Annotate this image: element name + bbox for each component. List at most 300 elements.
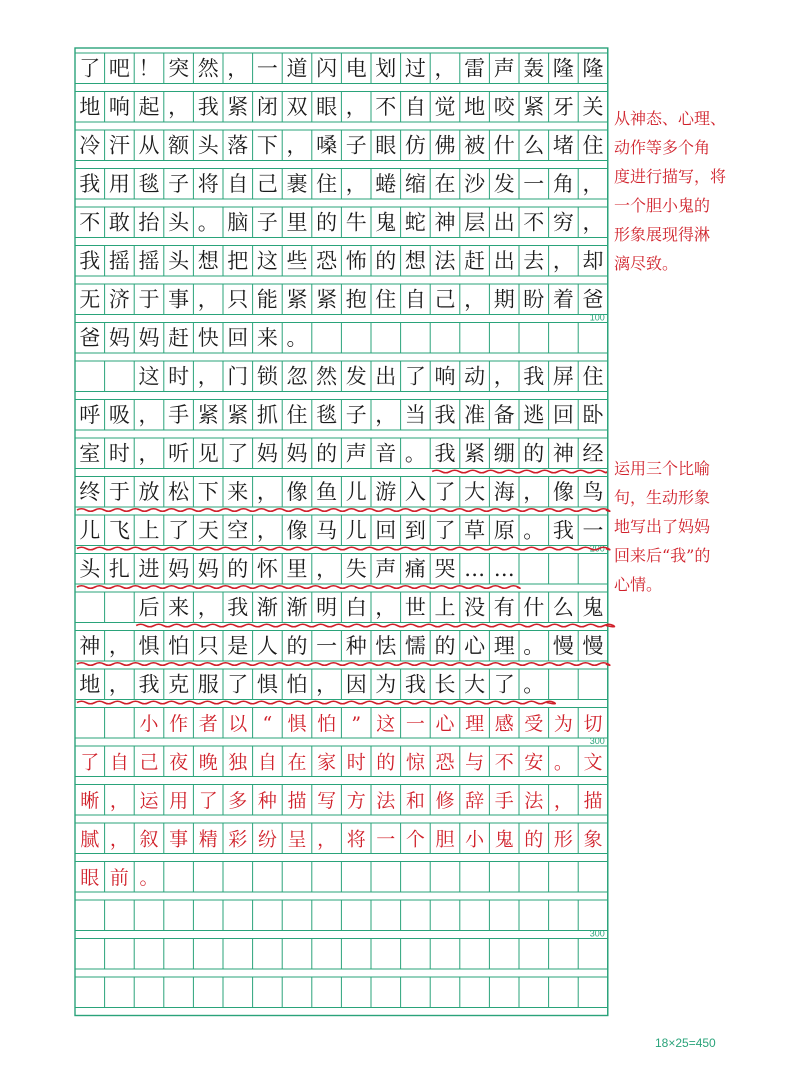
grid-char: ， [108, 672, 130, 697]
grid-char: ， [552, 248, 574, 273]
grid-char: 绷 [493, 441, 515, 466]
grid-char: 子 [168, 171, 190, 196]
grid-char: 的 [434, 633, 456, 658]
grid-char: 人 [256, 633, 278, 658]
grid-char: 自 [257, 751, 277, 774]
grid-char: 隆 [552, 56, 574, 81]
grid-char: 门 [227, 364, 249, 389]
grid-char: 济 [108, 287, 130, 312]
grid-char: 想 [197, 248, 219, 273]
grid-char: ， [523, 479, 545, 504]
grid-char: 只 [227, 287, 249, 312]
grid-char: 了 [434, 479, 456, 504]
grid-char: 眼 [80, 866, 100, 889]
grid-char: 发 [345, 364, 367, 389]
grid-char: 落 [227, 133, 249, 158]
grid-char: 不 [494, 751, 514, 774]
grid-char: 妈 [108, 325, 130, 350]
grid-char: 纷 [257, 828, 277, 851]
grid-char: ” [351, 712, 362, 735]
grid-char: 牛 [345, 210, 367, 235]
grid-char: ， [375, 595, 397, 620]
grid-char: 时 [168, 364, 190, 389]
grid-char: 摇 [108, 248, 130, 273]
grid-char: 毯 [138, 171, 160, 196]
grid-char: “ [262, 712, 273, 735]
grid-char: 文 [583, 751, 603, 774]
grid-char: 海 [493, 479, 515, 504]
grid-char: 突 [168, 56, 190, 81]
grid-char: 室 [79, 441, 101, 466]
side-comment-line: 地写出了妈妈 [614, 517, 711, 536]
grid-char: 哭 [434, 556, 456, 581]
grid-char: 。 [197, 210, 219, 235]
grid-char: 的 [227, 556, 249, 581]
grid-char: 像 [286, 518, 308, 543]
grid-char: 事 [169, 828, 189, 851]
grid-char: ， [227, 56, 249, 81]
grid-char: 出 [375, 364, 397, 389]
grid-char: 毯 [316, 402, 338, 427]
grid-char: 怕 [317, 712, 337, 735]
grid-char: ， [256, 518, 278, 543]
grid-char: 响 [108, 94, 130, 119]
grid-char: 己 [139, 751, 159, 774]
grid-char: ， [109, 828, 129, 851]
grid-char: 鸟 [582, 479, 604, 504]
grid-char: 切 [583, 712, 603, 735]
grid-char: 白 [345, 595, 367, 620]
grid-char: ， [345, 171, 367, 196]
grid-char: 手 [494, 789, 514, 812]
grid-char: 音 [375, 441, 397, 466]
grid-char: 己 [434, 287, 456, 312]
grid-char: 觉 [434, 94, 456, 119]
red-underline [77, 509, 610, 512]
grid-char: 鬼 [375, 210, 397, 235]
grid-char: 只 [197, 633, 219, 658]
grid-char: 雷 [464, 56, 486, 81]
grid-char: 惊 [405, 751, 425, 774]
grid-char: 怕 [168, 633, 190, 658]
grid-char: 来 [256, 325, 278, 350]
grid-char: 己 [256, 171, 278, 196]
grid-char: 动 [464, 364, 486, 389]
grid-char: 发 [493, 171, 515, 196]
grid-char: 佛 [434, 133, 456, 158]
grid-char: 把 [227, 248, 249, 273]
grid-char: 冷 [79, 133, 101, 158]
grid-char: 我 [434, 402, 456, 427]
side-comment-line: 动作等多个角 [614, 138, 711, 157]
grid-char: 妈 [256, 441, 278, 466]
grid-char: 自 [404, 287, 426, 312]
grid-char: 从 [138, 133, 160, 158]
grid-char: 盼 [523, 287, 545, 312]
grid-char: 没 [464, 595, 486, 620]
grid-char: 运 [139, 789, 159, 812]
grid-char: 划 [375, 56, 397, 81]
grid-char: 蜷 [375, 171, 397, 196]
grid-char: 抬 [138, 210, 160, 235]
grid-char: ， [493, 364, 515, 389]
grid-char: 以 [228, 712, 248, 735]
grid-char: 层 [464, 210, 486, 235]
grid-char: 声 [345, 441, 367, 466]
grid-char: 晰 [80, 789, 100, 812]
grid-char: 妈 [138, 325, 160, 350]
grid-char: 和 [405, 789, 425, 812]
side-comment-line: 心情。 [614, 575, 663, 594]
grid-char: 怕 [286, 672, 308, 697]
grid-count-footer: 18×25=450 [655, 1036, 716, 1050]
grid-char: 出 [493, 248, 515, 273]
grid-char: 屏 [552, 364, 574, 389]
grid-char: 鬼 [494, 828, 514, 851]
grid-char: 赶 [464, 248, 486, 273]
side-comment-line: 从神态、心理、 [614, 109, 727, 128]
grid-count-mark: 300 [589, 736, 605, 746]
grid-char: 渐 [286, 595, 308, 620]
grid-char: ， [582, 210, 604, 235]
grid-char: 紧 [316, 287, 338, 312]
grid-char: 不 [523, 210, 545, 235]
grid-char: 。 [523, 518, 545, 543]
grid-char: ， [375, 402, 397, 427]
grid-char: 形 [553, 828, 573, 851]
grid-char: 时 [108, 441, 130, 466]
grid-char: 用 [108, 171, 130, 196]
grid-char: ， [138, 441, 160, 466]
grid-char: 辞 [465, 789, 485, 812]
grid-char: 住 [375, 287, 397, 312]
grid-char: 怯 [375, 633, 397, 658]
grid-char: 慢 [552, 633, 574, 658]
grid-char: 我 [227, 595, 249, 620]
grid-char: 沙 [464, 171, 486, 196]
grid-char: ， [168, 94, 190, 119]
grid-char: 穷 [552, 210, 574, 235]
grid-char: 大 [464, 479, 486, 504]
grid-char: 原 [493, 518, 515, 543]
grid-char: ， [286, 133, 308, 158]
grid-char: 子 [345, 133, 367, 158]
grid-char: 妈 [197, 556, 219, 581]
grid-char: 一 [256, 56, 278, 81]
grid-char: 法 [524, 789, 544, 812]
grid-char: 些 [286, 248, 308, 273]
grid-char: 去 [523, 248, 545, 273]
side-comment-line: 形象展现得淋 [614, 225, 711, 244]
grid-char: 见 [197, 441, 219, 466]
grid-char: 方 [346, 789, 366, 812]
side-comment-line: 漓尽致。 [614, 254, 679, 273]
grid-char: 懦 [404, 633, 426, 658]
grid-char: 。 [286, 325, 308, 350]
grid-char: 蛇 [404, 210, 426, 235]
grid-char: 下 [197, 479, 219, 504]
grid-char: 过 [404, 56, 426, 81]
grid-char: 然 [197, 56, 219, 81]
grid-char: ， [256, 479, 278, 504]
grid-char: 恐 [316, 248, 338, 273]
grid-char: 声 [493, 56, 515, 81]
grid-char: 。 [523, 633, 545, 658]
grid-char: 法 [376, 789, 396, 812]
grid-char: 我 [197, 94, 219, 119]
grid-char: 理 [493, 633, 515, 658]
grid-char: 脑 [227, 210, 249, 235]
grid-char: 道 [286, 56, 308, 81]
grid-char: 当 [404, 402, 426, 427]
grid-char: ， [109, 789, 129, 812]
grid-char: 慢 [582, 633, 604, 658]
grid-char: 我 [79, 248, 101, 273]
grid-char: 作 [169, 712, 189, 735]
grid-char: 怖 [345, 248, 367, 273]
grid-char: ， [138, 402, 160, 427]
grid-char: 里 [286, 210, 308, 235]
grid-char: 紧 [286, 287, 308, 312]
grid-char: 无 [79, 287, 101, 312]
grid-char: 起 [138, 94, 160, 119]
grid-char: 了 [434, 518, 456, 543]
grid-char: 飞 [108, 518, 130, 543]
grid-char: 神 [552, 441, 574, 466]
grid-char: 用 [169, 789, 189, 812]
grid-char: 么 [552, 595, 574, 620]
grid-char: 额 [168, 133, 190, 158]
grid-char: 渐 [256, 595, 278, 620]
grid-char: 的 [286, 633, 308, 658]
grid-char: 紧 [227, 402, 249, 427]
grid-char: 鬼 [582, 595, 604, 620]
grid-char: 头 [197, 133, 219, 158]
grid-char: 的 [316, 210, 338, 235]
grid-char: 地 [79, 94, 101, 119]
grid-char: 这 [376, 712, 396, 735]
grid-char: 痛 [404, 556, 426, 581]
grid-char: 于 [138, 287, 160, 312]
grid-char: 。 [553, 751, 573, 774]
grid-char: 失 [345, 556, 367, 581]
grid-char: 紧 [464, 441, 486, 466]
grid-char: 了 [168, 518, 190, 543]
grid-char: 吸 [108, 402, 130, 427]
grid-char: 声 [375, 556, 397, 581]
grid-char: 住 [582, 364, 604, 389]
grid-char: 地 [464, 94, 486, 119]
grid-char: 电 [345, 56, 367, 81]
grid-char: 的 [316, 441, 338, 466]
side-comment-line: 句，生动形象 [614, 488, 711, 507]
red-underline [432, 470, 606, 473]
grid-char: 呈 [287, 828, 307, 851]
grid-char: 神 [79, 633, 101, 658]
red-underline [136, 624, 614, 627]
grid-char: ！ [138, 56, 160, 81]
grid-char: 被 [464, 133, 486, 158]
grid-char: 像 [552, 479, 574, 504]
grid-char: 到 [404, 518, 426, 543]
grid-char: 时 [346, 751, 366, 774]
grid-char: 后 [138, 595, 160, 620]
grid-char: 卧 [582, 402, 604, 427]
grid-char: ， [345, 94, 367, 119]
grid-char: 响 [434, 364, 456, 389]
grid-char: 惧 [287, 712, 307, 735]
grid-char: 来 [227, 479, 249, 504]
grid-char: 了 [198, 789, 218, 812]
grid-char: 来 [168, 595, 190, 620]
grid-char: 子 [345, 402, 367, 427]
grid-char: 描 [583, 789, 603, 812]
grid-char: 然 [316, 364, 338, 389]
grid-char: 长 [434, 672, 456, 697]
grid-char: 眼 [375, 133, 397, 158]
grid-char: 能 [256, 287, 278, 312]
grid-count-mark: 200 [589, 543, 605, 554]
grid-char: 逃 [523, 402, 545, 427]
grid-char: 多 [228, 789, 248, 812]
grid-char: 恐 [435, 751, 455, 774]
grid-char: 了 [80, 751, 100, 774]
grid-char: 松 [168, 479, 190, 504]
grid-count-mark: 300 [589, 928, 605, 939]
grid-char: 一 [582, 518, 604, 543]
grid-char: 的 [375, 248, 397, 273]
grid-char: 下 [256, 133, 278, 158]
grid-char: 腻 [80, 828, 100, 851]
grid-char: 缩 [404, 171, 426, 196]
grid-char: 住 [582, 133, 604, 158]
grid-char: 心 [435, 712, 455, 735]
grid-char: 敢 [108, 210, 130, 235]
grid-char: 这 [256, 248, 278, 273]
grid-char: 为 [375, 672, 397, 697]
grid-char: 鱼 [316, 479, 338, 504]
grid-char: 事 [168, 287, 190, 312]
grid-char: 牙 [552, 94, 574, 119]
grid-char: 扎 [108, 556, 130, 581]
grid-char: 双 [286, 94, 308, 119]
grid-char: 儿 [345, 518, 367, 543]
grid-char: 仿 [404, 133, 426, 158]
grid-char: 在 [287, 751, 307, 774]
grid-char: ， [197, 595, 219, 620]
grid-char: ， [316, 556, 338, 581]
red-underline [77, 701, 555, 704]
grid-char: 上 [138, 518, 160, 543]
grid-char: 草 [464, 518, 486, 543]
grid-char: 自 [109, 751, 129, 774]
grid-char: 一 [376, 828, 396, 851]
grid-char: 我 [79, 171, 101, 196]
grid-char: ， [582, 171, 604, 196]
grid-char: 个 [405, 828, 425, 851]
grid-char: 回 [227, 325, 249, 350]
grid-char: 轰 [523, 56, 545, 81]
grid-char: 种 [345, 633, 367, 658]
grid-char: ， [464, 287, 486, 312]
grid-char: 爸 [582, 287, 604, 312]
grid-char: 头 [168, 248, 190, 273]
grid-char: ， [197, 287, 219, 312]
side-comment-2 [614, 454, 794, 599]
grid-char: 我 [138, 672, 160, 697]
grid-char: 了 [227, 672, 249, 697]
grid-char: 忽 [286, 364, 308, 389]
grid-char: 快 [197, 325, 219, 350]
grid-char: 的 [524, 828, 544, 851]
grid-char: 不 [79, 210, 101, 235]
grid-char: ， [317, 828, 337, 851]
grid-char: 什 [523, 595, 545, 620]
grid-char: 上 [434, 595, 456, 620]
grid-char: 空 [227, 518, 249, 543]
grid-char: 。 [139, 866, 159, 889]
grid-char: 一 [316, 633, 338, 658]
grid-char: 安 [524, 751, 544, 774]
grid-char: 入 [404, 479, 426, 504]
grid-char: ， [553, 789, 573, 812]
grid-char: 眼 [316, 94, 338, 119]
grid-char: 住 [316, 171, 338, 196]
grid-char: 经 [582, 441, 604, 466]
grid-char: 呼 [79, 402, 101, 427]
grid-char: 有 [493, 595, 515, 620]
grid-char: 我 [434, 441, 456, 466]
grid-char: 法 [434, 248, 456, 273]
grid-char: 心 [464, 633, 486, 658]
grid-char: 却 [582, 248, 604, 273]
grid-char: 的 [376, 751, 396, 774]
grid-char: 一 [523, 171, 545, 196]
side-comment-line: 回来后“我”的 [614, 546, 711, 565]
grid-char: 隆 [582, 56, 604, 81]
grid-char: 妈 [168, 556, 190, 581]
grid-char: 堵 [552, 133, 574, 158]
grid-char: 写 [317, 789, 337, 812]
grid-char: 与 [465, 751, 485, 774]
grid-char: 精 [198, 828, 218, 851]
grid-char: 抱 [345, 287, 367, 312]
grid-char: 回 [375, 518, 397, 543]
grid-char: 终 [79, 479, 101, 504]
grid-char: 听 [168, 441, 190, 466]
grid-char: … [493, 556, 515, 581]
grid-char: 爸 [79, 325, 101, 350]
grid-char: 我 [404, 672, 426, 697]
grid-count-mark: 100 [589, 312, 605, 323]
grid-char: 克 [168, 672, 190, 697]
grid-char: 头 [79, 556, 101, 581]
grid-char: 将 [197, 171, 219, 196]
grid-char: 。 [404, 441, 426, 466]
grid-char: 者 [198, 712, 218, 735]
grid-char: 手 [168, 402, 190, 427]
grid-char: 了 [493, 672, 515, 697]
grid-char: 。 [523, 672, 545, 697]
grid-char: 惧 [138, 633, 160, 658]
grid-char: 胆 [435, 828, 455, 851]
grid-char: 因 [345, 672, 367, 697]
grid-char: 嗓 [316, 133, 338, 158]
side-comment-line: 度进行描写，将 [614, 167, 727, 186]
side-comment-1 [614, 104, 794, 278]
grid-char: 出 [493, 210, 515, 235]
grid-char: 象 [583, 828, 603, 851]
